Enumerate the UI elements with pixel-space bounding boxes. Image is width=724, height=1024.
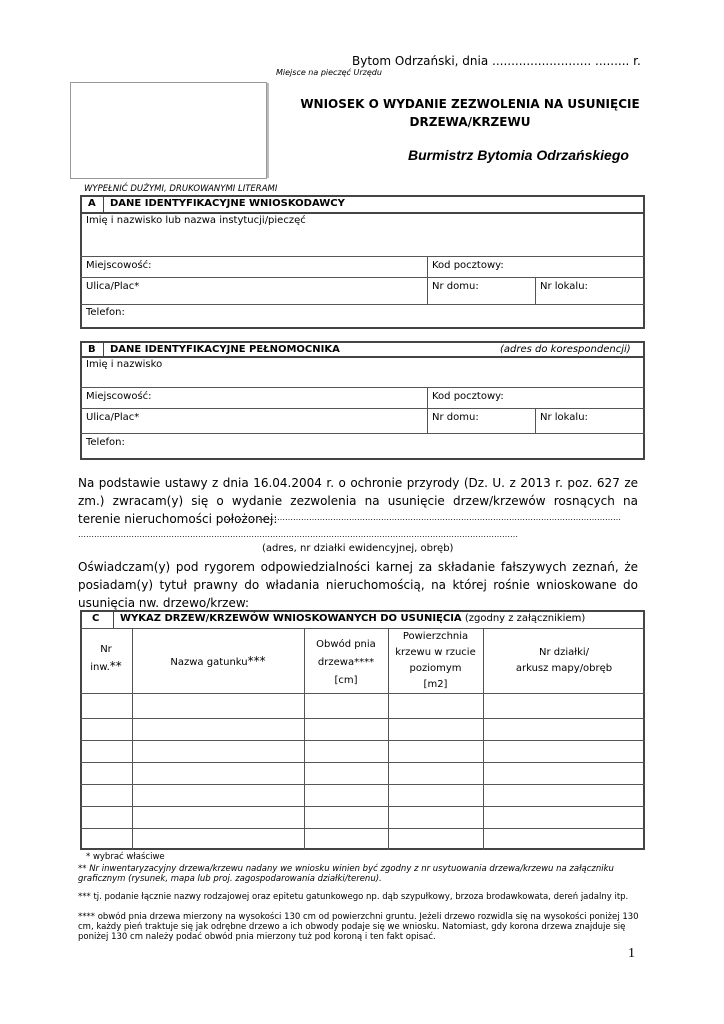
col-girth-line3: [cm] — [334, 675, 358, 686]
proxy-street-label: Ulica/Plac* — [86, 412, 140, 423]
col-girth-line1: Obwód pnia — [316, 639, 376, 650]
col-area-line1: Powierzchnia — [402, 631, 469, 642]
footnote-1: * wybrać właściwe — [86, 852, 165, 862]
instruction: WYPEŁNIĆ DUŻYMI, DRUKOWANYMI LITERAMI — [84, 184, 278, 194]
section-a-title: DANE IDENTYFIKACYJNE WNIOSKODAWCY — [110, 198, 345, 209]
address-dots-2: ………………………………………………………………………………………………………………………………………………… — [78, 530, 518, 539]
stamp-area — [70, 82, 267, 179]
form-title-line2: DRZEWA/KRZEWU — [409, 115, 531, 129]
col-nr-line1: Nr — [100, 644, 112, 655]
footnote-4: **** obwód pnia drzewa mierzony na wysokości 130 cm od powierzchni gruntu. Jeżeli drzewo rozwidla się na wysokości poniżej 130 cm, każdy pień traktuje się jak odrębne drzewo a ich obwody podaje się we wniosku. Natomiast, gdy korona drzewa znajduje się poniżej 130 cm należy podać obwód pnia mierzony tuż pod koroną i ten fakt opisać. — [78, 912, 639, 942]
applicant-flat-label: Nr lokalu: — [540, 281, 588, 292]
col-area-line3: poziomym — [409, 663, 462, 674]
proxy-name-label: Imię i nazwisko — [86, 359, 163, 370]
section-b — [80, 341, 645, 460]
footnote-3: *** tj. podanie łącznie nazwy rodzajowej oraz epitetu gatunkowego np. dąb szypułkowy, brzoza brodawkowata, dereń jadalny itp. — [78, 892, 629, 902]
col-species-mark: *** — [247, 654, 266, 668]
col-species-label: Nazwa gatunku — [170, 657, 248, 668]
proxy-city-label: Miejscowość: — [86, 391, 152, 402]
section-b-letter: B — [88, 344, 96, 355]
address-dots-1: …………………………………………………………………………………………………………………………………… — [221, 513, 621, 522]
col-nr-header — [80, 642, 132, 676]
col-area-line2: krzewu w rzucie — [395, 647, 476, 658]
proxy-phone-label: Telefon: — [86, 437, 125, 448]
col-girth-line2: drzewa**** — [317, 657, 375, 668]
col-nr-mark: ** — [109, 659, 122, 673]
col-nr-inw: inw. — [90, 662, 110, 673]
col-area-header — [388, 629, 483, 693]
col-plot-line2: arkusz mapy/obręb — [515, 663, 613, 674]
applicant-phone-label: Telefon: — [86, 307, 125, 318]
applicant-postal-label: Kod pocztowy: — [432, 260, 504, 271]
place-date: Bytom Odrzański, dnia .......................... ......... r. — [352, 54, 641, 68]
applicant-house-label: Nr domu: — [432, 281, 479, 292]
form-title-line1: WNIOSEK O WYDANIE ZEZWOLENIA NA USUNIĘCIE — [300, 97, 640, 111]
col-area-line4: [m2] — [423, 679, 448, 690]
proxy-postal-label: Kod pocztowy: — [432, 391, 504, 402]
col-plot-header — [483, 645, 645, 677]
section-b-title: DANE IDENTYFIKACYJNE PEŁNOMOCNIKA — [110, 344, 340, 355]
proxy-house-label: Nr domu: — [432, 412, 479, 423]
declaration-paragraph: Oświadczam(y) pod rygorem odpowiedzialności karnej za składanie fałszywych zeznań, że posiadam(y) tytuł prawny do władania nieruchomością, na której rośnie wnioskowane do usunięcia nw. drzewo/krzew: — [78, 560, 638, 610]
section-c-letter: C — [92, 613, 100, 624]
applicant-name-label: Imię i nazwisko lub nazwa instytucji/pieczęć — [86, 215, 306, 226]
section-c-title: WYKAZ DRZEW/KRZEWÓW WNIOSKOWANYCH DO USUNIĘCIA — [120, 613, 462, 624]
col-plot-line1: Nr działki/ — [538, 647, 590, 658]
footnote-2: ** Nr inwentaryzacyjny drzewa/krzewu nadany we wniosku winien być zgodny z nr usytuowania drzewa/krzewu na załączniku graficznym (rysunek, mapa lub proj. zagospodarowania działki/terenu). — [78, 864, 614, 884]
section-c-heading — [120, 613, 585, 624]
page-number: 1 — [628, 946, 635, 961]
applicant-city-label: Miejscowość: — [86, 260, 152, 271]
addressee: Burmistrz Bytomia Odrzańskiego — [408, 147, 629, 163]
col-nr-line2 — [80, 658, 132, 676]
section-c-note: (zgodny z załącznikiem) — [464, 613, 586, 624]
applicant-name-field[interactable] — [86, 228, 636, 256]
applicant-street-label: Ulica/Plac* — [86, 281, 140, 292]
section-b-note: (adres do korespondencji) — [500, 344, 631, 355]
col-girth-header — [304, 636, 388, 690]
stamp-caption: Miejsce na pieczęć Urzędu — [276, 68, 382, 77]
proxy-flat-label: Nr lokalu: — [540, 412, 588, 423]
section-a-letter: A — [88, 198, 96, 209]
legal-basis-paragraph: Na podstawie ustawy z dnia 16.04.2004 r. o ochronie przyrody (Dz. U. z 2013 r. poz. 627 ze zm.) zwracam(y) się o wydanie zezwolenia na usunięcie drzew/krzewów rosnących na terenie nieruchomości położonej: — [78, 476, 638, 526]
address-caption: (adres, nr działki ewidencyjnej, obręb) — [262, 543, 454, 554]
col-species-header — [132, 653, 304, 671]
